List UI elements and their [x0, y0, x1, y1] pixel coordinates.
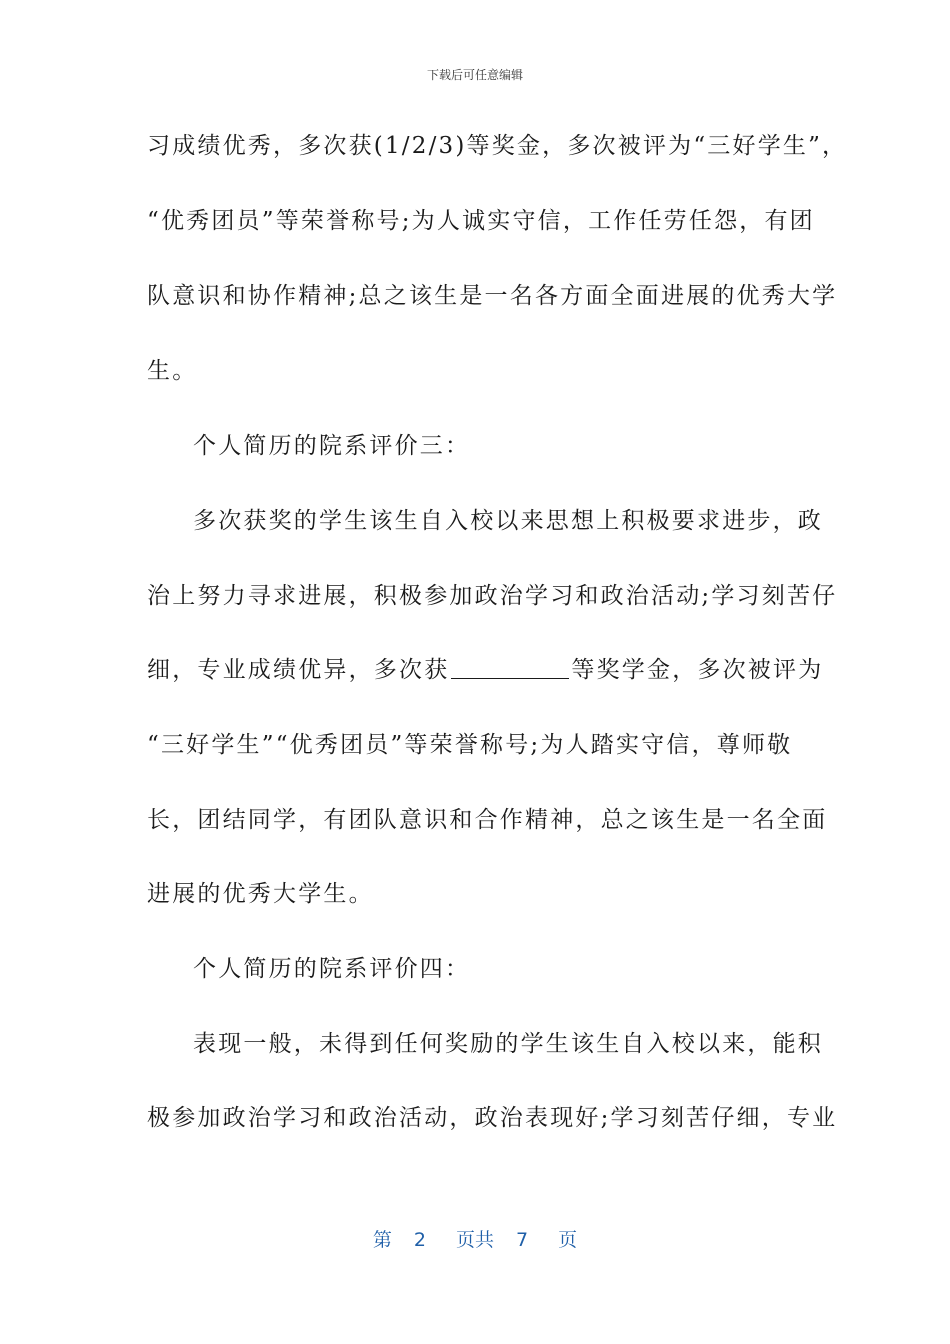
fill-in-blank — [451, 658, 569, 679]
paragraph-line: 生。 — [147, 358, 198, 384]
section-heading: 个人简历的院系评价四： — [193, 956, 471, 982]
paragraph-line: “三好学生”“优秀团员”等荣誉称号;为人踏实守信，尊师敬 — [147, 732, 793, 758]
page-footer — [0, 1225, 950, 1252]
paragraph-line: 表现一般，未得到任何奖励的学生该生自入校以来，能积 — [193, 1031, 823, 1057]
paragraph-line: 习成绩优秀，多次获(1/2/3)等奖金，多次被评为“三好学生”， — [147, 133, 848, 159]
paragraph-line: 极参加政治学习和政治活动，政治表现好;学习刻苦仔细，专业 — [147, 1105, 838, 1131]
current-page-number: 2 — [413, 1229, 426, 1251]
paragraph-line: “优秀团员”等荣誉称号;为人诚实守信，工作任劳任怨，有团 — [147, 208, 815, 234]
footer-middle: 页共 — [455, 1229, 494, 1251]
paragraph-text: 等奖学金，多次被评为 — [571, 657, 824, 683]
paragraph-line — [147, 655, 823, 685]
paragraph-line: 进展的优秀大学生。 — [147, 881, 374, 907]
paragraph-line: 队意识和协作精神;总之该生是一名各方面全面进展的优秀大学 — [147, 283, 838, 309]
paragraph-line: 多次获奖的学生该生自入校以来思想上积极要求进步，政 — [193, 508, 823, 534]
footer-prefix: 第 — [372, 1229, 392, 1251]
paragraph-text: 细，专业成绩优异，多次获 — [147, 657, 450, 683]
paragraph-line: 长，团结同学，有团队意识和合作精神，总之该生是一名全面 — [147, 807, 828, 833]
header-note: 下载后可任意编辑 — [426, 68, 523, 82]
footer-suffix: 页 — [558, 1229, 578, 1251]
section-heading: 个人简历的院系评价三： — [193, 433, 471, 459]
paragraph-line: 治上努力寻求进展，积极参加政治学习和政治活动;学习刻苦仔 — [147, 583, 838, 609]
total-page-count: 7 — [516, 1229, 529, 1251]
